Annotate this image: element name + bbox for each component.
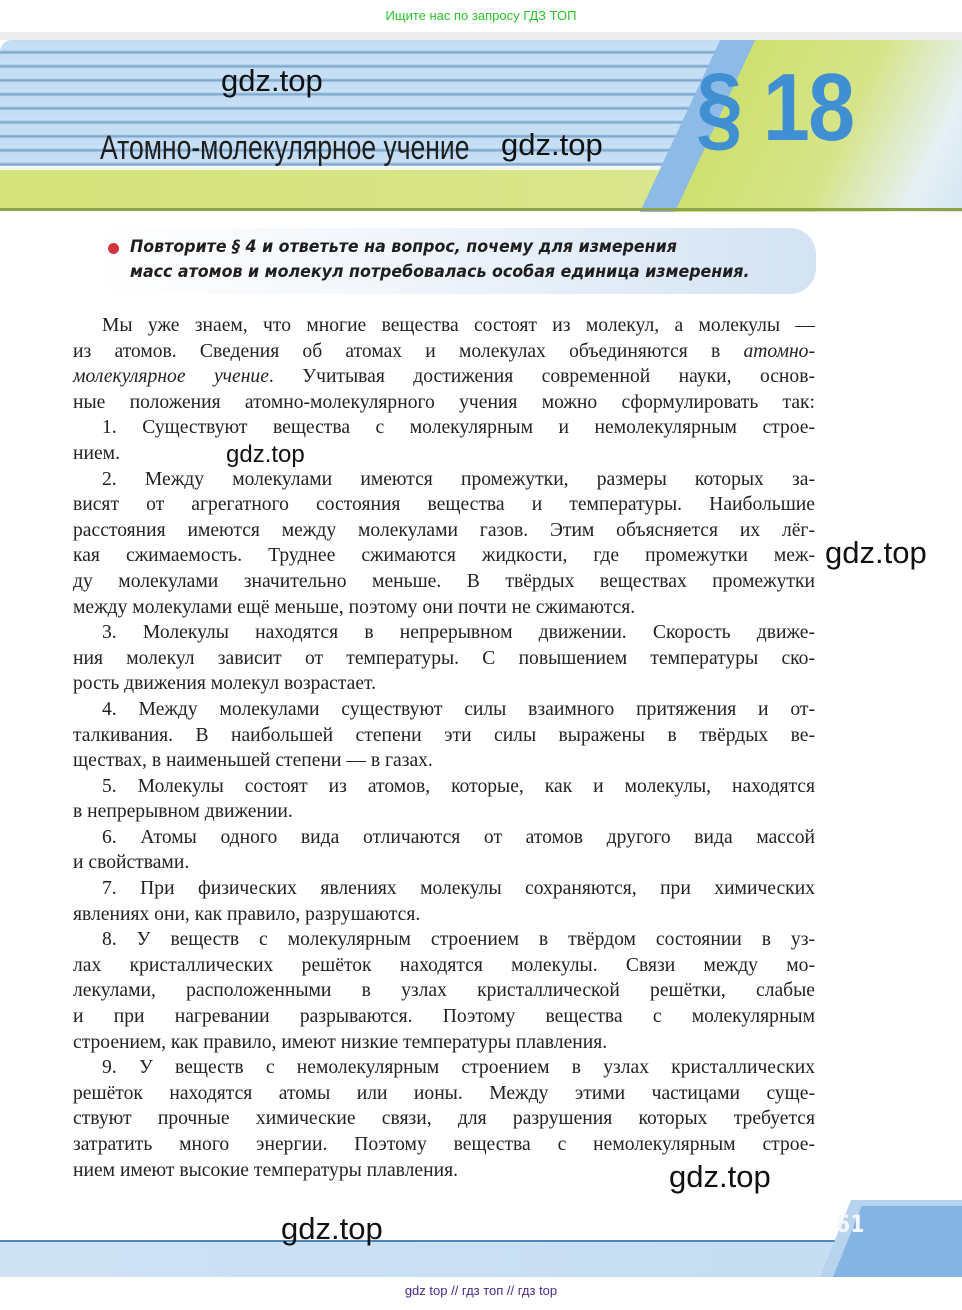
title-underline <box>0 208 962 211</box>
intro-line: из атомов. Сведения об атомах и молекулах объединяются в атомно- <box>73 340 815 362</box>
list-item-5: 5. Молекулы состоят из атомов, которые, как и молекулы, находятся <box>102 775 815 797</box>
list-item-2: 2. Между молекулами имеются промежутки, размеры которых за- <box>102 468 815 490</box>
intro-line: Мы уже знаем, что многие вещества состоят из молекул, а молекулы — <box>102 315 815 336</box>
list-item-line: кая сжимаемость. Труднее сжимаются жидкости, где промежутки меж- <box>73 545 815 567</box>
list-item-line: ствуют прочные химические связи, для разрушения которых требуется <box>73 1108 815 1130</box>
watermark: gdz.top <box>669 1159 771 1194</box>
list-item-line: ду молекулами значительно меньше. В твёрдых веществах промежутки <box>73 570 815 592</box>
term-italic: атомно- <box>743 340 815 362</box>
list-item-6: 6. Атомы одного вида отличаются от атомов другого вида массой <box>102 826 815 848</box>
list-item-line: нием. <box>73 442 120 464</box>
watermark: gdz.top <box>281 1211 383 1246</box>
chapter-title: Атомно-молекулярное учение <box>100 129 470 167</box>
list-item-line: расстояния имеются между молекулами газов. Этим объясняется их лёг- <box>73 519 815 541</box>
page-number: 61 <box>836 1210 865 1238</box>
list-item-line: и свойствами. <box>73 852 190 874</box>
list-item-line: лах кристаллических решёток находятся молекулы. Связи между мо- <box>73 954 815 976</box>
list-item-line: строением, как правило, имеют низкие температуры плавления. <box>73 1031 608 1053</box>
term-italic: молекулярное учение <box>73 366 269 388</box>
list-item-1: 1. Существуют вещества с молекулярным и немолекулярным строе- <box>102 417 816 439</box>
review-question-text <box>130 234 783 284</box>
red-bullet-icon <box>108 243 119 254</box>
footer-rule <box>0 1240 962 1242</box>
list-item-4: 4. Между молекулами существуют силы взаимного притяжения и от- <box>102 698 815 720</box>
list-item-line: решёток находятся атомы или ионы. Между этими частицами суще- <box>73 1082 815 1104</box>
watermark: gdz.top <box>501 127 603 162</box>
list-item-3: 3. Молекулы находятся в непрерывном движении. Скорость движе- <box>102 622 815 644</box>
footer-links: gdz top // гдз топ // гдз top <box>404 1283 558 1298</box>
watermark: gdz.top <box>226 441 305 468</box>
list-item-line: ществах, в наименьшей степени — в газах. <box>73 750 433 772</box>
watermark: gdz.top <box>221 63 323 98</box>
footer-band <box>0 1241 962 1277</box>
watermark: gdz.top <box>825 535 927 570</box>
list-item-8: 8. У веществ с молекулярным строением в твёрдом состоянии в уз- <box>102 929 815 951</box>
list-item-line: явлениях они, как правило, разрушаются. <box>73 903 421 925</box>
section-number: § 18 <box>696 54 854 161</box>
banner-divider <box>0 32 962 40</box>
list-item-7: 7. При физических явлениях молекулы сохраняются, при химических <box>102 878 815 900</box>
list-item-line: лекулами, расположенными в узлах кристаллической решётки, слабые <box>73 980 815 1002</box>
list-item-line: в непрерывном движении. <box>73 801 293 823</box>
list-item-line: рость движения молекул возрастает. <box>73 673 377 695</box>
intro-line: ные положения атомно-молекулярного учения можно сформулировать так: <box>73 391 815 413</box>
list-item-line: нием имеют высокие температуры плавления. <box>73 1159 458 1181</box>
list-item-line: ния молекул зависит от температуры. С повышением температуры ско- <box>73 647 815 669</box>
list-item-line: между молекулами ещё меньше, поэтому они почти не сжимаются. <box>73 596 636 618</box>
list-item-line: затратить много энергии. Поэтому вещества с немолекулярным строе- <box>73 1134 815 1155</box>
intro-line: молекулярное учение. Учитывая достижения современной науки, основ- <box>73 366 815 388</box>
question-line: Повторите § 4 и ответьте на вопрос, почему для измерения <box>130 237 677 256</box>
list-item-line: висят от агрегатного состояния вещества и температуры. Наибольшие <box>73 494 815 516</box>
question-line: масс атомов и молекул потребовалась особая единица измерения. <box>130 262 750 281</box>
list-item-9: 9. У веществ с немолекулярным строением в узлах кристаллических <box>102 1057 815 1079</box>
main-text <box>73 313 815 1183</box>
list-item-line: талкивания. В наибольшей степени эти силы выражены в твёрдых ве- <box>73 724 815 746</box>
list-item-line: и при нагревании разрываются. Поэтому вещества с молекулярным <box>73 1006 815 1028</box>
search-banner: Ищите нас по запросу ГДЗ ТОП <box>385 8 577 23</box>
